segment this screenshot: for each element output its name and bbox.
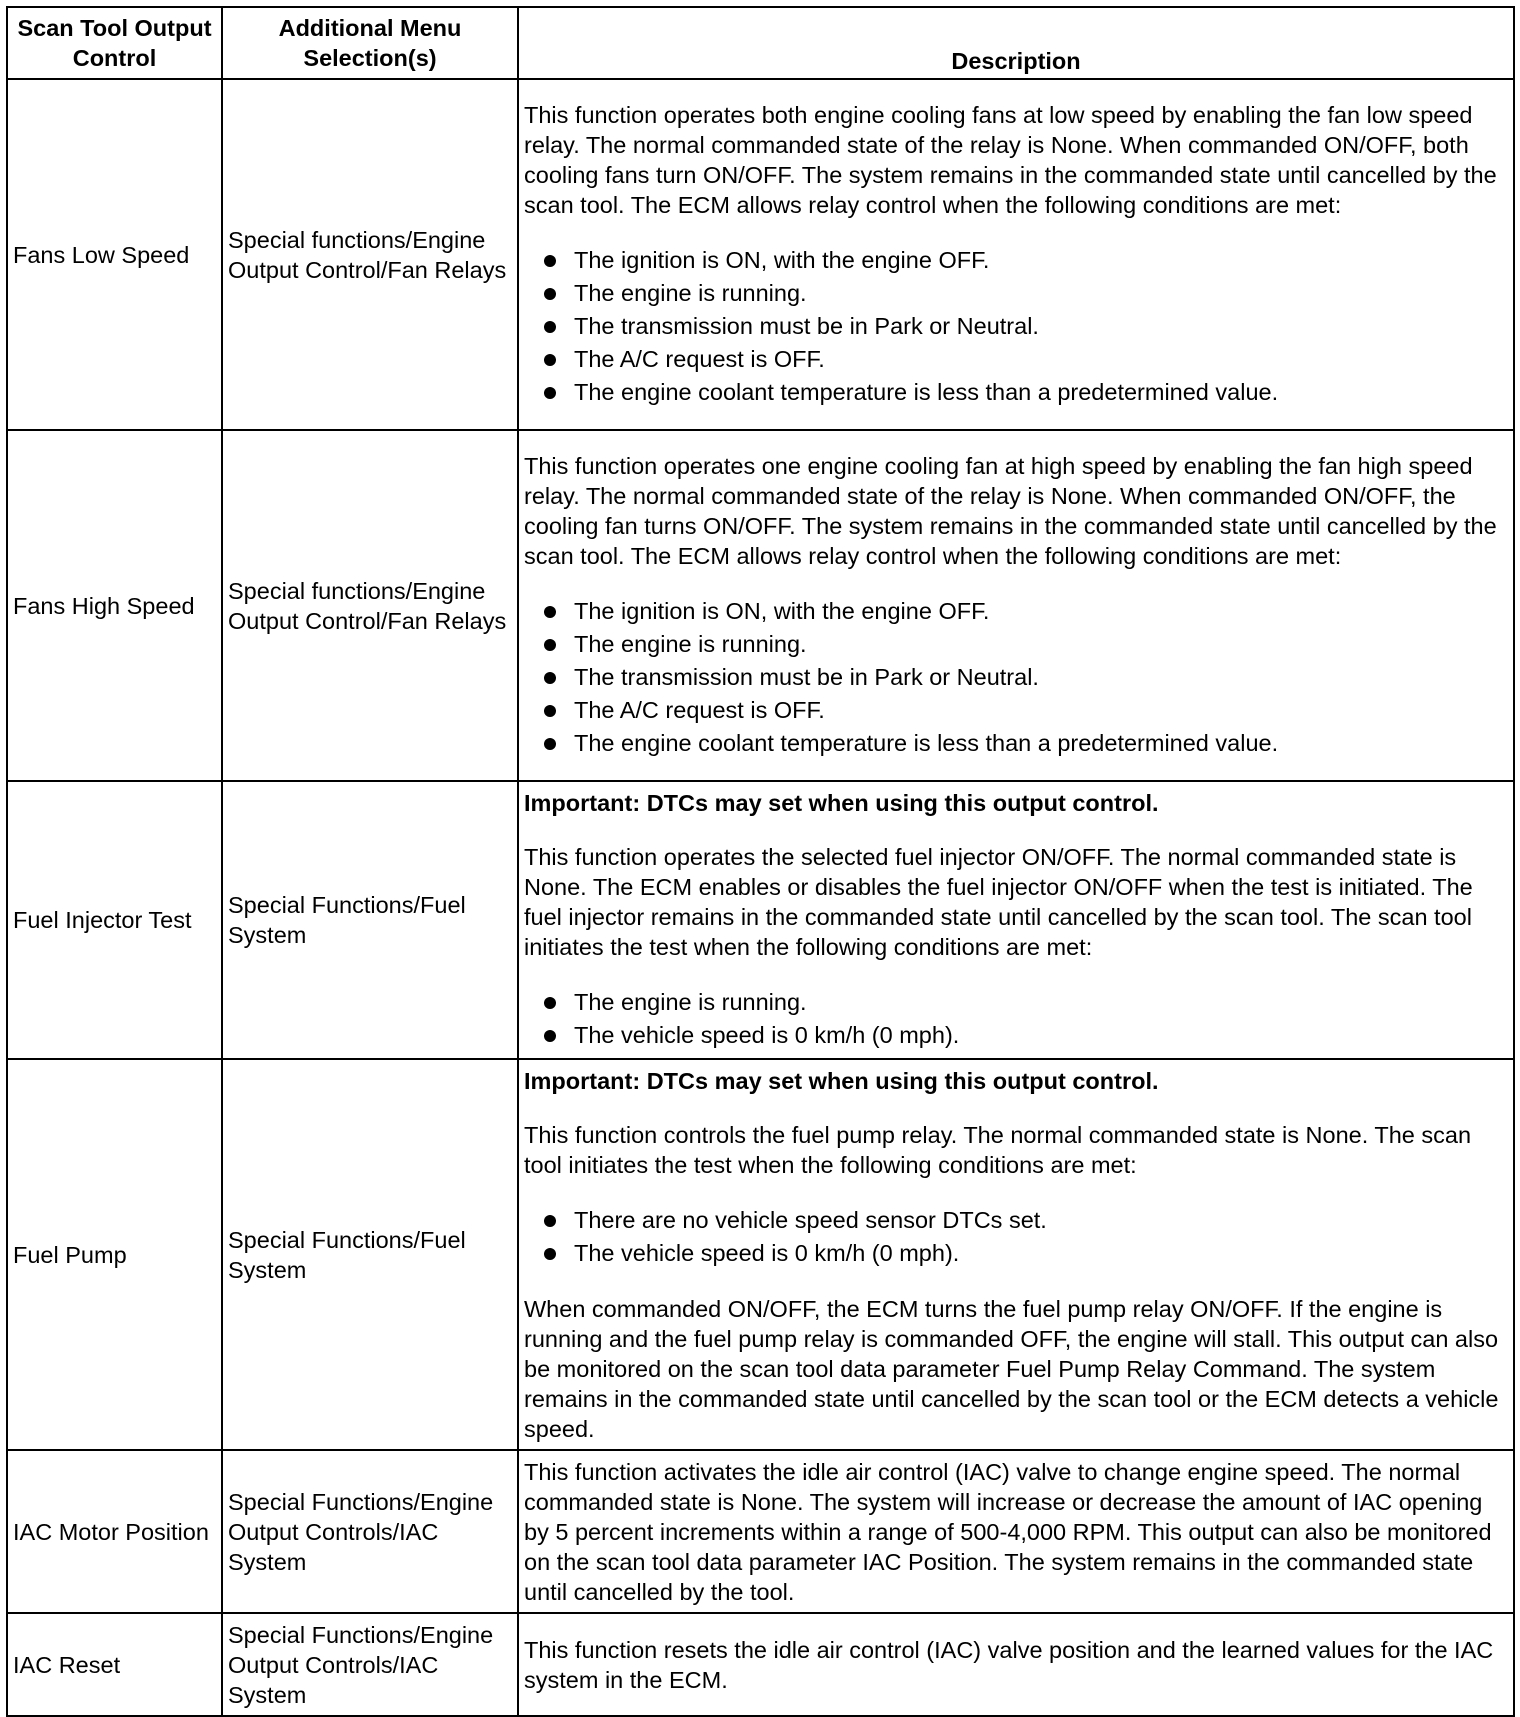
bullet-icon	[544, 255, 556, 267]
menu-selection-cell: Special Functions/Fuel System	[222, 781, 518, 1059]
table-row	[7, 1450, 1514, 1613]
conditions-list	[524, 1204, 1508, 1270]
bullet-icon	[544, 1215, 556, 1227]
list-item	[524, 343, 1508, 376]
list-item	[524, 628, 1508, 661]
conditions-list	[524, 595, 1508, 760]
list-item-text: The vehicle speed is 0 km/h (0 mph).	[574, 1239, 960, 1266]
bullet-icon	[544, 1030, 556, 1042]
bullet-icon	[544, 639, 556, 651]
bullet-icon	[544, 387, 556, 399]
bullet-icon	[544, 354, 556, 366]
output-control-cell: Fans Low Speed	[7, 79, 222, 430]
output-control-cell: Fuel Pump	[7, 1059, 222, 1450]
bullet-icon	[544, 705, 556, 717]
header-scan-tool-output-control: Scan Tool Output Control	[7, 7, 222, 79]
menu-selection-cell: Special Functions/Fuel System	[222, 1059, 518, 1450]
output-controls-table	[6, 6, 1515, 1717]
output-control-cell: IAC Reset	[7, 1613, 222, 1716]
list-item-text: The engine is running.	[574, 989, 807, 1015]
table-row	[7, 781, 1514, 1059]
list-item-text: The transmission must be in Park or Neutral.	[574, 664, 1039, 690]
description-text: This function activates the idle air control (IAC) valve to change engine speed. The normal commanded state is None. The system will increase or decrease the amount of IAC opening by 5 percent increments within a range of 500-4,000 RPM. This output can also be monitored on the scan tool data parameter IAC Position. The system remains in the commanded state until cancelled by the tool.	[524, 1458, 1492, 1605]
list-item-text: The A/C request is OFF.	[574, 346, 825, 372]
menu-selection-cell: Special Functions/Engine Output Controls/IAC System	[222, 1450, 518, 1613]
description-text: This function controls the fuel pump relay. The normal commanded state is None. The scan tool initiates the test when the following conditions are met:	[524, 1121, 1472, 1178]
description-cell	[518, 1450, 1514, 1613]
list-item	[524, 310, 1508, 343]
description-text: This function operates the selected fuel injector ON/OFF. The normal commanded state is None. The ECM enables or disables the fuel injector ON/OFF when the test is initiated. The fuel injector remains in the commanded state until cancelled by the scan tool. The scan tool initiates the test when the following conditions are met:	[524, 844, 1473, 960]
table-row	[7, 79, 1514, 430]
header-row	[7, 7, 1514, 79]
list-item	[524, 661, 1508, 694]
bullet-icon	[544, 321, 556, 333]
list-item-text: The transmission must be in Park or Neutral.	[574, 313, 1039, 339]
table-row	[7, 1059, 1514, 1450]
menu-selection-cell: Special functions/Engine Output Control/Fan Relays	[222, 430, 518, 781]
bullet-icon	[544, 1248, 556, 1260]
list-item-text: The ignition is ON, with the engine OFF.	[574, 247, 990, 273]
conditions-list	[524, 986, 1508, 1052]
important-note: Important: DTCs may set when using this output control.	[524, 790, 1159, 816]
list-item	[524, 727, 1508, 760]
list-item	[524, 1204, 1508, 1237]
list-item	[524, 1019, 1508, 1052]
list-item	[524, 1237, 1508, 1270]
conditions-list	[524, 244, 1508, 409]
menu-selection-cell: Special functions/Engine Output Control/Fan Relays	[222, 79, 518, 430]
bullet-icon	[544, 606, 556, 618]
list-item-text: The engine coolant temperature is less than a predetermined value.	[574, 379, 1279, 405]
description-cell	[518, 79, 1514, 430]
bullet-icon	[544, 738, 556, 750]
header-description: Description	[518, 7, 1514, 79]
table-row	[7, 1613, 1514, 1716]
list-item	[524, 595, 1508, 628]
list-item-text: The engine is running.	[574, 631, 807, 657]
output-control-cell: IAC Motor Position	[7, 1450, 222, 1613]
description-cell	[518, 781, 1514, 1059]
important-note: Important: DTCs may set when using this output control.	[524, 1067, 1159, 1094]
description-text: This function operates one engine cooling fan at high speed by enabling the fan high speed relay. The normal commanded state of the relay is None. When commanded ON/OFF, the cooling fan turns ON/OFF. The system remains in the commanded state until cancelled by the scan tool. The ECM allows relay control when the following conditions are met:	[524, 453, 1497, 569]
list-item-text: There are no vehicle speed sensor DTCs set.	[574, 1206, 1047, 1233]
description-cell	[518, 1613, 1514, 1716]
menu-selection-cell: Special Functions/Engine Output Controls/IAC System	[222, 1613, 518, 1716]
list-item-text: The engine coolant temperature is less than a predetermined value.	[574, 730, 1279, 756]
bullet-icon	[544, 672, 556, 684]
list-item-text: The engine is running.	[574, 280, 807, 306]
list-item	[524, 376, 1508, 409]
output-control-cell: Fans High Speed	[7, 430, 222, 781]
bullet-icon	[544, 288, 556, 300]
description-text-followup: When commanded ON/OFF, the ECM turns the fuel pump relay ON/OFF. If the engine is running and the fuel pump relay is commanded OFF, the engine will stall. This output can also be monitored on the scan tool data parameter Fuel Pump Relay Command. The system remains in the commanded state until cancelled by the scan tool or the ECM detects a vehicle speed.	[524, 1295, 1499, 1442]
list-item-text: The vehicle speed is 0 km/h (0 mph).	[574, 1022, 960, 1048]
description-text: This function resets the idle air control (IAC) valve position and the learned values for the IAC system in the ECM.	[524, 1636, 1494, 1693]
description-cell	[518, 430, 1514, 781]
list-item	[524, 244, 1508, 277]
output-control-cell: Fuel Injector Test	[7, 781, 222, 1059]
table-row	[7, 430, 1514, 781]
list-item	[524, 986, 1508, 1019]
header-additional-menu-selections: Additional Menu Selection(s)	[222, 7, 518, 79]
list-item	[524, 277, 1508, 310]
list-item-text: The ignition is ON, with the engine OFF.	[574, 598, 990, 624]
list-item-text: The A/C request is OFF.	[574, 697, 825, 723]
description-cell	[518, 1059, 1514, 1450]
list-item	[524, 694, 1508, 727]
bullet-icon	[544, 997, 556, 1009]
description-text: This function operates both engine cooling fans at low speed by enabling the fan low speed relay. The normal commanded state of the relay is None. When commanded ON/OFF, both cooling fans turn ON/OFF. The system remains in the commanded state until cancelled by the scan tool. The ECM allows relay control when the following conditions are met:	[524, 102, 1497, 218]
